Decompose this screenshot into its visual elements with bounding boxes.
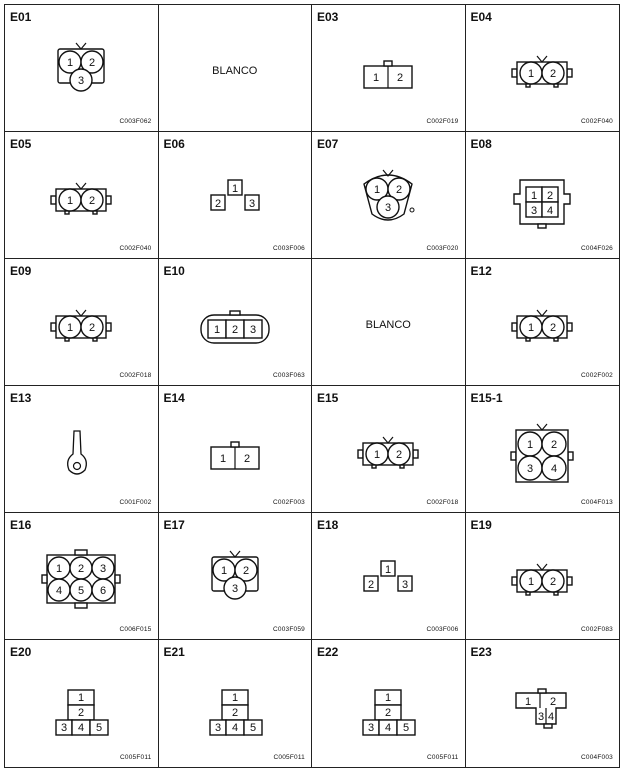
figure-code: C002F019 (426, 118, 459, 125)
connector-cell-e17 (159, 513, 313, 640)
figure-code: C005F011 (427, 754, 459, 761)
connector-cell-e23 (466, 640, 620, 767)
locking-tab (75, 550, 87, 555)
connector-cell-e07 (312, 132, 466, 259)
latch-mark (537, 564, 547, 570)
connector-cell-e12 (466, 259, 620, 386)
connector-id: E18 (317, 518, 339, 532)
latch-mark (76, 183, 86, 189)
pin-number: 1 (373, 184, 381, 196)
pin-number: 2 (242, 565, 249, 577)
pin-number: 1 (526, 439, 533, 451)
locking-tab (567, 323, 572, 331)
pin-number: 6 (99, 585, 107, 597)
connector-id: E14 (163, 391, 185, 405)
pin-number: 3 (401, 579, 409, 591)
connector-diagram (159, 259, 312, 386)
pin-number: 3 (231, 583, 238, 595)
connector-diagram (466, 132, 619, 259)
pin-number: 1 (213, 324, 220, 336)
connector-id: E13 (10, 391, 32, 405)
pin-number: 4 (546, 205, 553, 217)
pin-number: 2 (88, 322, 96, 334)
ring-terminal-hole (74, 463, 81, 470)
pin-number: 1 (219, 453, 226, 465)
connector-diagram (159, 132, 312, 259)
figure-code: C001F002 (119, 499, 152, 506)
pin-number: 3 (530, 205, 537, 217)
connector-cell-e01 (5, 5, 159, 132)
connector-id: E05 (10, 137, 32, 151)
pin-number: 1 (231, 692, 238, 704)
pin-number: 2 (214, 198, 221, 210)
pin-number: 2 (549, 322, 556, 334)
pin-number: 4 (550, 463, 557, 475)
pin-number: 1 (527, 576, 534, 588)
connector-diagram (466, 513, 619, 640)
pin-number: 2 (231, 324, 238, 336)
figure-code: C002F018 (119, 372, 152, 379)
figure-code: C003F006 (273, 245, 305, 252)
pin-number: 2 (550, 439, 557, 451)
pin-number: 3 (60, 722, 68, 734)
pin-number: 4 (547, 711, 554, 723)
connector-cell-e22 (312, 640, 466, 767)
pin-number: 1 (373, 449, 381, 461)
locking-tab (568, 452, 573, 460)
connector-cell-blank (312, 259, 466, 386)
locking-tab (538, 224, 546, 228)
latch-mark (537, 424, 547, 430)
pin-number: 1 (66, 195, 74, 207)
key-dot (410, 208, 414, 212)
figure-code: C002F040 (581, 118, 613, 125)
connector-diagram (5, 259, 158, 386)
connector-diagram (466, 259, 619, 386)
locking-tab (115, 575, 120, 583)
pin-number: 5 (95, 722, 103, 734)
latch-mark (383, 437, 393, 443)
connector-diagram (312, 640, 465, 767)
connector-cell-blank (159, 5, 313, 132)
connector-cell-e16 (5, 513, 159, 640)
pin-number: 1 (527, 322, 534, 334)
figure-code: C002F083 (581, 626, 613, 633)
locking-tab (512, 577, 517, 585)
locking-tab (538, 689, 546, 693)
connector-cell-e21 (159, 640, 313, 767)
connector-diagram (312, 513, 465, 640)
pin-number: 1 (384, 692, 392, 704)
pin-number: 2 (367, 579, 375, 591)
connector-cell-e05 (5, 132, 159, 259)
figure-code: C005F011 (120, 754, 152, 761)
connector-cell-e10 (159, 259, 313, 386)
pin-number: 2 (231, 707, 238, 719)
pin-number: 1 (384, 564, 392, 576)
pin-number: 4 (231, 722, 238, 734)
connector-id: E23 (470, 645, 492, 659)
pin-number: 3 (367, 722, 375, 734)
pin-number: 2 (396, 72, 404, 84)
locking-tab (567, 577, 572, 585)
locking-tab (384, 61, 392, 66)
figure-code: C002F002 (581, 372, 613, 379)
pin-number: 1 (77, 692, 85, 704)
pin-number: 2 (549, 696, 556, 708)
pin-number: 5 (77, 585, 85, 597)
figure-code: C003F006 (426, 626, 459, 633)
connector-id: E17 (163, 518, 185, 532)
pin-number: 3 (214, 722, 221, 734)
pin-number: 4 (77, 722, 85, 734)
figure-code: C002F018 (426, 499, 459, 506)
figure-code: C002F040 (119, 245, 152, 252)
connector-id: E07 (317, 137, 339, 151)
pin-number: 4 (55, 585, 63, 597)
pin-number: 2 (77, 563, 85, 575)
pin-number: 1 (524, 696, 531, 708)
locking-tab (230, 311, 240, 315)
pin-number: 3 (249, 324, 256, 336)
connector-cell-e13 (5, 386, 159, 513)
pin-number: 1 (372, 72, 380, 84)
connector-id: E01 (10, 10, 32, 24)
figure-code: C006F015 (119, 626, 152, 633)
connector-id: E15-1 (470, 391, 503, 405)
connector-cell-e19 (466, 513, 620, 640)
connector-diagram (159, 640, 312, 767)
blank-label: BLANCO (365, 319, 411, 331)
latch-mark (230, 551, 240, 557)
connector-diagram (466, 5, 619, 132)
connector-id: E12 (470, 264, 492, 278)
connector-diagram (5, 5, 158, 132)
pin-number: 2 (384, 707, 392, 719)
pin-number: 2 (395, 184, 403, 196)
connector-diagram (5, 513, 158, 640)
connector-id: E20 (10, 645, 32, 659)
pin-number: 3 (99, 563, 107, 575)
pin-number: 2 (549, 68, 556, 80)
connector-id: E22 (317, 645, 339, 659)
locking-tab (51, 323, 56, 331)
connector-cell-e15 (312, 386, 466, 513)
pin-number: 2 (77, 707, 85, 719)
pin-number: 5 (402, 722, 410, 734)
connector-cell-e09 (5, 259, 159, 386)
pin-number: 1 (530, 190, 537, 202)
connector-cell-e06 (159, 132, 313, 259)
pin-number: 3 (537, 711, 544, 723)
locking-tab (51, 196, 56, 204)
locking-tab (511, 452, 516, 460)
connector-diagram (159, 386, 312, 513)
pin-number: 1 (220, 565, 227, 577)
latch-mark (537, 310, 547, 316)
pin-number: 2 (88, 195, 96, 207)
connector-cell-e08 (466, 132, 620, 259)
connector-cell-e15-1 (466, 386, 620, 513)
figure-code: C004F013 (581, 499, 613, 506)
connector-id: E04 (470, 10, 492, 24)
figure-code: C003F020 (426, 245, 459, 252)
connector-cell-e20 (5, 640, 159, 767)
pin-number: 3 (248, 198, 255, 210)
connector-diagram (312, 5, 465, 132)
connector-id: E03 (317, 10, 339, 24)
connector-id: E15 (317, 391, 339, 405)
connector-cell-e18 (312, 513, 466, 640)
figure-code: C005F011 (273, 754, 305, 761)
connector-diagram (466, 386, 619, 513)
connector-diagram (159, 513, 312, 640)
pin-number: 3 (384, 202, 392, 214)
pin-number: 2 (395, 449, 403, 461)
connector-diagram (5, 132, 158, 259)
connector-cell-e14 (159, 386, 313, 513)
figure-code: C002F003 (273, 499, 305, 506)
pin-number: 3 (77, 75, 85, 87)
connector-diagram (466, 640, 619, 767)
figure-code: C003F062 (119, 118, 152, 125)
pin-number: 1 (527, 68, 534, 80)
pin-number: 2 (549, 576, 556, 588)
connector-id: E08 (470, 137, 492, 151)
connector-diagram (312, 132, 465, 259)
locking-tab (106, 323, 111, 331)
pin-number: 3 (526, 463, 533, 475)
connector-cell-e04 (466, 5, 620, 132)
locking-tab (544, 724, 552, 728)
pin-number: 4 (384, 722, 392, 734)
connector-diagram (312, 386, 465, 513)
locking-tab (106, 196, 111, 204)
connector-diagram (5, 386, 158, 513)
locking-tab (567, 69, 572, 77)
blank-label: BLANCO (212, 65, 258, 77)
latch-mark (537, 56, 547, 62)
pin-number: 2 (243, 453, 250, 465)
locking-tab (42, 575, 47, 583)
latch-mark (76, 310, 86, 316)
pin-number: 1 (66, 322, 74, 334)
figure-code: C004F003 (581, 754, 613, 761)
latch-mark (76, 43, 86, 49)
connector-cell-e03 (312, 5, 466, 132)
locking-tab (512, 323, 517, 331)
pin-number: 1 (66, 57, 74, 69)
pin-number: 1 (231, 183, 238, 195)
pin-number: 1 (55, 563, 63, 575)
locking-tab (358, 450, 363, 458)
connector-id: E10 (163, 264, 185, 278)
connector-id: E16 (10, 518, 32, 532)
connector-id: E06 (163, 137, 185, 151)
figure-code: C003F059 (273, 626, 305, 633)
locking-tab (413, 450, 418, 458)
pin-number: 2 (546, 190, 553, 202)
pin-number: 5 (249, 722, 256, 734)
connector-id: E19 (470, 518, 492, 532)
connector-grid (4, 4, 620, 768)
locking-tab (75, 603, 87, 608)
locking-tab (512, 69, 517, 77)
connector-diagram (5, 640, 158, 767)
connector-id: E09 (10, 264, 32, 278)
locking-tab (231, 442, 239, 447)
connector-id: E21 (163, 645, 185, 659)
figure-code: C003F063 (273, 372, 305, 379)
figure-code: C004F026 (581, 245, 613, 252)
pin-number: 2 (88, 57, 96, 69)
